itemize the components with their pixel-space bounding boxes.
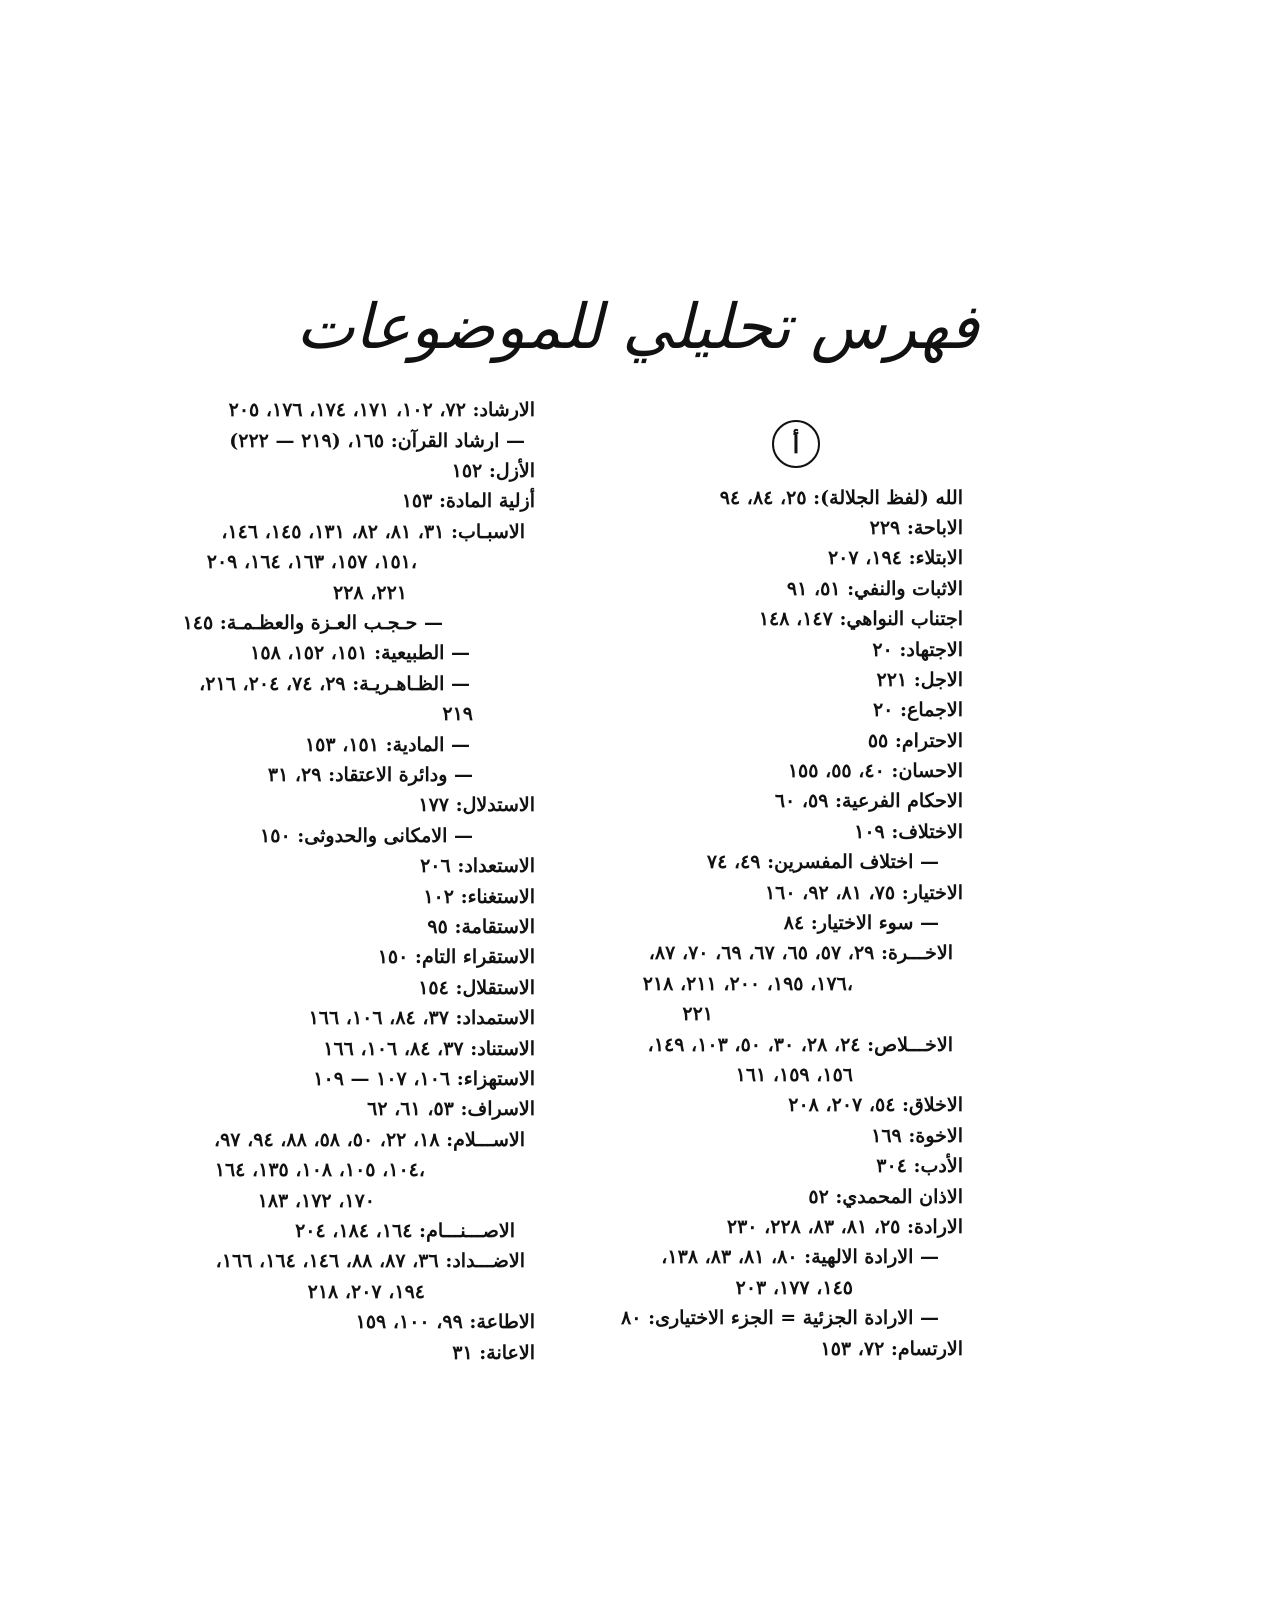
- index-entry-continuation: ١٥١، ١٥٧، ١٦٣، ١٦٤، ٢٠٩،: [206, 551, 417, 573]
- index-entry: الاختيار: ٧٥، ٨١، ٩٢، ١٦٠: [764, 882, 963, 904]
- index-subentry: — اختلاف المفسرين: ٤٩، ٧٤: [706, 851, 939, 873]
- index-subentry: — المادية: ١٥١، ١٥٣: [304, 734, 470, 756]
- index-entry: الاستقامة: ٩٥: [427, 916, 535, 938]
- index-entry: الاحترام: ٥٥: [867, 730, 963, 752]
- index-entry-continuation: ٢٢١، ٢٢٨: [333, 582, 407, 604]
- index-entry: الاســـلام: ١٨، ٢٢، ٥٠، ٥٨، ٨٨، ٩٤، ٩٧،: [213, 1129, 525, 1151]
- index-subentry: — الارادة الجزئية = الجزء الاختيارى: ٨٠: [621, 1307, 939, 1329]
- index-entry: أزلية المادة: ١٥٣: [401, 490, 535, 512]
- index-subentry: — الظـاهـريـة: ٢٩، ٧٤، ٢٠٤، ٢١٦،: [199, 673, 470, 695]
- index-entry-continuation: ١٧٦، ١٩٥، ٢٠٠، ٢١١، ٢١٨،: [642, 973, 853, 995]
- index-entry: الاخـــلاص: ٢٤، ٢٨، ٣٠، ٥٠، ١٠٣، ١٤٩،: [647, 1034, 953, 1056]
- index-subentry: — سوء الاختيار: ٨٤: [783, 912, 939, 934]
- index-entry-continuation: ١٠٤، ١٠٥، ١٠٨، ١٣٥، ١٦٤،: [214, 1159, 425, 1181]
- section-letter-badge: أ: [772, 420, 820, 468]
- index-subentry: — الارادة الالهية: ٨٠، ٨١، ٨٣، ١٣٨،: [661, 1246, 939, 1268]
- index-entry-continuation: ١٧٠، ١٧٢، ١٨٣: [257, 1190, 375, 1212]
- index-entry-continuation: ١٩٤، ٢٠٧، ٢١٨: [307, 1281, 425, 1303]
- index-entry: الاخلاق: ٥٤، ٢٠٧، ٢٠٨: [788, 1094, 963, 1116]
- index-subentry: — الطبيعية: ١٥١، ١٥٢، ١٥٨: [250, 642, 470, 664]
- index-entry: الاحسان: ٤٠، ٥٥، ١٥٥: [787, 760, 963, 782]
- index-entry: الاستقراء التام: ١٥٠: [377, 946, 535, 968]
- index-subentry: — ارشاد القرآن: ١٦٥، (٢١٩ — ٢٢٢): [229, 430, 525, 452]
- index-entry: الاجماع: ٢٠: [872, 699, 963, 721]
- index-entry: الاثبات والنفي: ٥١، ٩١: [786, 578, 963, 600]
- index-entry: الاصـــنـــام: ١٦٤، ١٨٤، ٢٠٤: [295, 1220, 515, 1242]
- index-entry: الاختلاف: ١٠٩: [854, 821, 963, 843]
- index-entry-continuation: ١٤٥، ١٧٧، ٢٠٣: [735, 1277, 853, 1299]
- index-entry: الاخـــرة: ٢٩، ٥٧، ٦٥، ٦٧، ٦٩، ٧٠، ٨٧،: [648, 942, 953, 964]
- index-entry: الارشاد: ٧٢، ١٠٢، ١٧١، ١٧٤، ١٧٦، ٢٠٥: [228, 399, 535, 421]
- index-entry: الاسراف: ٥٣، ٦١، ٦٢: [367, 1098, 535, 1120]
- index-entry-continuation: ٢٢١: [682, 1003, 713, 1025]
- index-entry: الاخوة: ١٦٩: [871, 1125, 963, 1147]
- index-entry: الاستمداد: ٣٧، ٨٤، ١٠٦، ١٦٦: [308, 1007, 535, 1029]
- index-entry: الأزل: ١٥٢: [451, 460, 535, 482]
- index-entry: الاجتهاد: ٢٠: [872, 639, 963, 661]
- index-entry: الاجل: ٢٢١: [876, 669, 963, 691]
- index-entry: الاذان المحمدي: ٥٢: [808, 1186, 963, 1208]
- index-entry: الاحكام الفرعية: ٥٩، ٦٠: [774, 790, 963, 812]
- index-entry: الأدب: ٣٠٤: [876, 1155, 963, 1177]
- index-subentry: — الامكانى والحدوثى: ١٥٠: [260, 825, 473, 847]
- index-entry-continuation: ٢١٩: [442, 703, 473, 725]
- index-entry: الله (لفظ الجلالة): ٢٥، ٨٤، ٩٤: [719, 487, 963, 509]
- index-entry: الاعانة: ٣١: [452, 1342, 535, 1364]
- index-entry: الاسبـاب: ٣١، ٨١، ٨٢، ١٣١، ١٤٥، ١٤٦،: [221, 521, 525, 543]
- index-entry: الاستهزاء: ١٠٦، ١٠٧ — ١٠٩: [313, 1068, 535, 1090]
- index-entry: الارادة: ٢٥، ٨١، ٨٣، ٢٢٨، ٢٣٠: [726, 1216, 963, 1238]
- page-title: فهرس تحليلي للموضوعات: [296, 290, 979, 363]
- index-entry: الاستغناء: ١٠٢: [423, 886, 535, 908]
- index-entry: الاباحة: ٢٢٩: [869, 517, 963, 539]
- index-entry: الارتسام: ٧٢، ١٥٣: [820, 1338, 963, 1360]
- index-entry: الاستقلال: ١٥٤: [418, 977, 535, 999]
- index-subentry: — حـجـب العـزة والعظـمـة: ١٤٥: [182, 612, 443, 634]
- index-entry: الابتلاء: ١٩٤، ٢٠٧: [827, 547, 963, 569]
- index-entry: اجتناب النواهي: ١٤٧، ١٤٨: [758, 608, 963, 630]
- index-entry: الاستدلال: ١٧٧: [418, 794, 535, 816]
- index-entry: الاطاعة: ٩٩، ١٠٠، ١٥٩: [355, 1311, 535, 1333]
- index-subentry: — ودائرة الاعتقاد: ٢٩، ٣١: [267, 764, 473, 786]
- index-entry: الاستناد: ٣٧، ٨٤، ١٠٦، ١٦٦: [323, 1038, 535, 1060]
- index-entry-continuation: ١٥٦، ١٥٩، ١٦١: [735, 1064, 853, 1086]
- index-entry: الاضـــداد: ٣٦، ٨٧، ٨٨، ١٤٦، ١٦٤، ١٦٦،: [215, 1250, 525, 1272]
- index-entry: الاستعداد: ٢٠٦: [420, 855, 535, 877]
